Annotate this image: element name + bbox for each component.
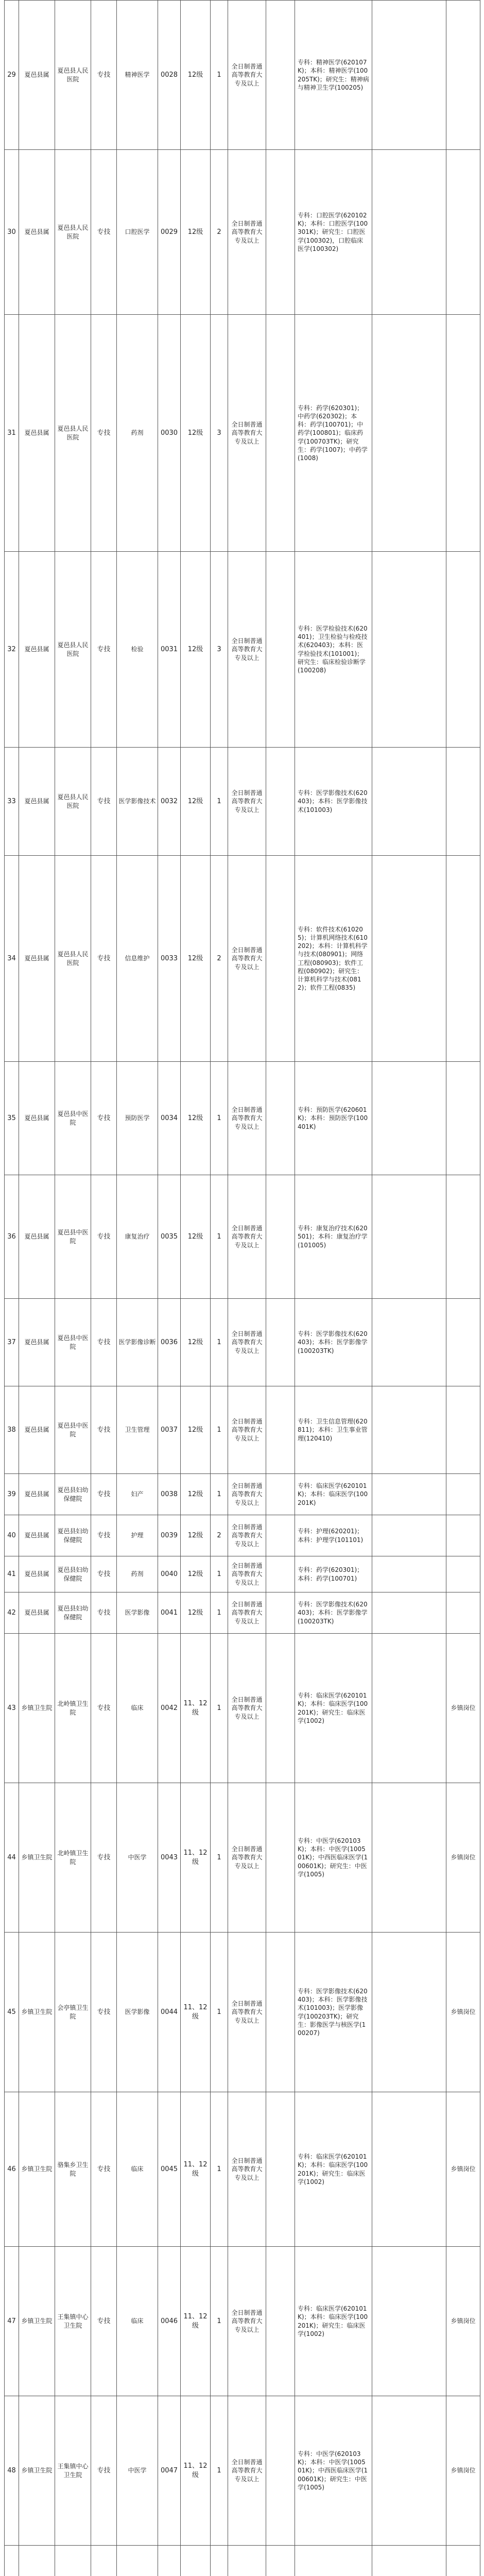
cell-edu: 全日制普通高等教育大专及以上 [228, 748, 266, 856]
cell-code: 0036 [158, 1299, 181, 1386]
cell-level: 11、12级 [181, 2396, 211, 2546]
cell-other [372, 1386, 446, 1474]
cell-req: 专科：临床医学(620101K)；本科：临床医学(100201K)；研究生：临床医学(1002) [295, 1634, 372, 1783]
cell-level: 12级 [181, 1474, 211, 1515]
cell-degree [266, 1, 295, 150]
cell-other [372, 1, 446, 150]
cell-type: 专技 [91, 1299, 117, 1386]
cell-note [446, 748, 480, 856]
cell-no: 37 [5, 1299, 19, 1386]
table-row [5, 1474, 480, 1515]
cell-edu: 全日制普通高等教育大专及以上 [228, 1386, 266, 1474]
cell-req [295, 2546, 372, 2576]
cell-post: 医学影像 [117, 1592, 158, 1634]
cell-code: 0031 [158, 552, 181, 748]
cell-degree [266, 856, 295, 1062]
cell-level: 11、12级 [181, 1634, 211, 1783]
cell-level: 12级 [181, 748, 211, 856]
cell-no: 42 [5, 1592, 19, 1634]
cell-count: 1 [211, 1634, 228, 1783]
cell-edu: 全日制普通高等教育大专及以上 [228, 2092, 266, 2247]
cell-no: 34 [5, 856, 19, 1062]
cell-count: 1 [211, 748, 228, 856]
cell-other [372, 748, 446, 856]
cell-other [372, 1474, 446, 1515]
cell-code: 0039 [158, 1515, 181, 1556]
cell-level: 12级 [181, 1515, 211, 1556]
cell-level: 12级 [181, 150, 211, 315]
table-row [5, 1386, 480, 1474]
cell-level: 12级 [181, 1592, 211, 1634]
cell-code: 0043 [158, 1783, 181, 1933]
cell-no: 39 [5, 1474, 19, 1515]
cell-dept: 王集镇中心卫生院 [55, 2396, 91, 2546]
cell-edu: 全日制普通高等教育大专及以上 [228, 1783, 266, 1933]
cell-no: 33 [5, 748, 19, 856]
cell-note: 乡镇岗位 [446, 2092, 480, 2247]
cell-edu: 全日制普通高等教育大专及以上 [228, 856, 266, 1062]
cell-type: 专技 [91, 1783, 117, 1933]
cell-req: 专科：临床医学(620101K)；本科：临床医学(100201K)；研究生：临床医学(1002) [295, 2247, 372, 2396]
recruitment-table [4, 0, 480, 2576]
cell-unit: 夏邑县属 [19, 1062, 55, 1175]
cell-post: 精神医学 [117, 1, 158, 150]
cell-other [372, 2247, 446, 2396]
cell-code: 0029 [158, 150, 181, 315]
cell-note [446, 1062, 480, 1175]
cell-type: 专技 [91, 1062, 117, 1175]
table-row [5, 1, 480, 150]
table-row [5, 856, 480, 1062]
cell-dept: 夏邑县人民医院 [55, 150, 91, 315]
cell-unit: 乡镇卫生院 [19, 1933, 55, 2092]
cell-level: 11、12级 [181, 2092, 211, 2247]
cell-degree [266, 1062, 295, 1175]
cell-unit: 夏邑县属 [19, 1515, 55, 1556]
cell-type: 专技 [91, 2092, 117, 2247]
cell-post: 检验 [117, 552, 158, 748]
cell-other [372, 1592, 446, 1634]
cell-type: 专技 [91, 150, 117, 315]
cell-edu: 全日制普通高等教育大专及以上 [228, 1474, 266, 1515]
cell-level: 11、12级 [181, 1783, 211, 1933]
cell-level: 12级 [181, 1, 211, 150]
cell-dept: 夏邑县中医院 [55, 1175, 91, 1299]
cell-dept: 夏邑县人民医院 [55, 1, 91, 150]
cell-type: 专技 [91, 1556, 117, 1592]
table-row [5, 1299, 480, 1386]
cell-level: 12级 [181, 1062, 211, 1175]
cell-note [446, 315, 480, 552]
cell-unit: 乡镇卫生院 [19, 1634, 55, 1783]
cell-level: 12级 [181, 1556, 211, 1592]
cell-req: 专科：药学(620301)；中药学(620302)；本科：药学(100701)；中药学(100801)；临床药学(100703TK)；研究生：药学(1007)；中药学(1008) [295, 315, 372, 552]
cell-degree [266, 150, 295, 315]
cell-level: 12级 [181, 1299, 211, 1386]
cell-dept: 夏邑县中医院 [55, 1386, 91, 1474]
table-row [5, 2247, 480, 2396]
cell-edu: 全日制普通高等教育大专及以上 [228, 1175, 266, 1299]
cell-degree [266, 1386, 295, 1474]
cell-no: 45 [5, 1933, 19, 2092]
cell-note [446, 1, 480, 150]
cell-degree [266, 2092, 295, 2247]
cell-other [372, 856, 446, 1062]
table-row [5, 1062, 480, 1175]
cell-post: 康复治疗 [117, 1175, 158, 1299]
cell-code: 0037 [158, 1386, 181, 1474]
cell-count: 1 [211, 1556, 228, 1592]
cell-other [372, 2396, 446, 2546]
cell-edu: 全日制普通高等教育大专及以上 [228, 150, 266, 315]
cell-unit: 夏邑县属 [19, 1175, 55, 1299]
cell-dept: 夏邑县中医院 [55, 1062, 91, 1175]
cell-other [372, 1299, 446, 1386]
cell-no: 44 [5, 1783, 19, 1933]
cell-count: 1 [211, 1386, 228, 1474]
table-row [5, 1783, 480, 1933]
cell-no: 47 [5, 2247, 19, 2396]
cell-dept: 夏邑县妇幼保健院 [55, 1515, 91, 1556]
cell-count: 1 [211, 1474, 228, 1515]
cell-other [372, 315, 446, 552]
cell-other [372, 1783, 446, 1933]
cell-other [372, 150, 446, 315]
cell-code: 0040 [158, 1556, 181, 1592]
cell-edu: 全日制普通高等教育大专及以上 [228, 1634, 266, 1783]
cell-unit: 夏邑县属 [19, 150, 55, 315]
cell-level: 11、12级 [181, 1933, 211, 2092]
cell-req: 专科：临床医学(620101K)；本科：临床医学(100201K) [295, 1474, 372, 1515]
cell-dept: 夏邑县妇幼保健院 [55, 1556, 91, 1592]
cell-unit: 夏邑县属 [19, 315, 55, 552]
cell-other [372, 1634, 446, 1783]
cell-dept [55, 2546, 91, 2576]
cell-degree [266, 748, 295, 856]
cell-no: 36 [5, 1175, 19, 1299]
cell-level: 12级 [181, 552, 211, 748]
cell-other [372, 2546, 446, 2576]
cell-dept: 北岭镇卫生院 [55, 1634, 91, 1783]
cell-dept: 北岭镇卫生院 [55, 1783, 91, 1933]
cell-post: 医学影像技术 [117, 748, 158, 856]
cell-count: 2 [211, 856, 228, 1062]
cell-type: 专技 [91, 1634, 117, 1783]
cell-degree [266, 1556, 295, 1592]
cell-note [446, 856, 480, 1062]
cell-req: 专科：中医学(620103K)；本科：中医学(100501K)；中西医临床医学(100601K)；研究生：中医学(1005) [295, 1783, 372, 1933]
cell-post: 预防医学 [117, 1062, 158, 1175]
cell-no: 31 [5, 315, 19, 552]
cell-unit: 乡镇卫生院 [19, 2092, 55, 2247]
cell-unit: 乡镇卫生院 [19, 2396, 55, 2546]
cell-post [117, 2546, 158, 2576]
cell-req: 专科：药学(620301)；本科：药学(100701) [295, 1556, 372, 1592]
cell-other [372, 1175, 446, 1299]
cell-code: 0028 [158, 1, 181, 150]
cell-note [446, 1175, 480, 1299]
cell-edu: 全日制普通高等教育大专及以上 [228, 1515, 266, 1556]
cell-degree [266, 1634, 295, 1783]
cell-no: 40 [5, 1515, 19, 1556]
cell-dept: 夏邑县妇幼保健院 [55, 1592, 91, 1634]
cell-degree [266, 1299, 295, 1386]
cell-level: 11、12级 [181, 2247, 211, 2396]
cell-code: 0030 [158, 315, 181, 552]
cell-type: 专技 [91, 1386, 117, 1474]
cell-req: 专科：软件技术(610205)；计算机网络技术(610202)；本科：计算机科学与技术(080901)；网络工程(080903)；软件工程(080902)；研究生：计算机科学与技术(0812)；软件工程(0835) [295, 856, 372, 1062]
cell-level: 12级 [181, 1386, 211, 1474]
cell-req: 专科：卫生信息管理(620811)；本科：卫生事业管理(120410) [295, 1386, 372, 1474]
cell-count: 1 [211, 1592, 228, 1634]
cell-unit: 夏邑县属 [19, 1474, 55, 1515]
cell-post: 药剂 [117, 1556, 158, 1592]
cell-code [158, 2546, 181, 2576]
cell-no: 30 [5, 150, 19, 315]
cell-note [446, 552, 480, 748]
cell-note: 乡镇岗位 [446, 1634, 480, 1783]
cell-count: 1 [211, 2247, 228, 2396]
cell-type: 专技 [91, 856, 117, 1062]
cell-edu: 全日制普通高等教育大专及以上 [228, 1592, 266, 1634]
cell-unit: 夏邑县属 [19, 1386, 55, 1474]
cell-note [446, 1592, 480, 1634]
cell-count: 1 [211, 1299, 228, 1386]
table-row [5, 748, 480, 856]
cell-unit: 夏邑县属 [19, 1556, 55, 1592]
cell-count: 1 [211, 1175, 228, 1299]
cell-note [446, 1474, 480, 1515]
cell-level [181, 2546, 211, 2576]
table-row [5, 1175, 480, 1299]
cell-edu: 全日制普通高等教育大专及以上 [228, 2396, 266, 2546]
cell-note [446, 1386, 480, 1474]
cell-req: 专科：医学影像技术(620403)；本科：医学影像学(100203TK) [295, 1592, 372, 1634]
cell-degree [266, 1783, 295, 1933]
cell-other [372, 1515, 446, 1556]
cell-type: 专技 [91, 1474, 117, 1515]
cell-edu: 全日制普通高等教育大专及以上 [228, 1299, 266, 1386]
table-row [5, 150, 480, 315]
table-row [5, 2396, 480, 2546]
cell-degree [266, 1175, 295, 1299]
cell-edu: 全日制普通高等教育大专及以上 [228, 315, 266, 552]
cell-no: 48 [5, 2396, 19, 2546]
cell-unit: 夏邑县属 [19, 552, 55, 748]
cell-other [372, 2092, 446, 2247]
cell-type: 专技 [91, 1592, 117, 1634]
cell-count [211, 2546, 228, 2576]
cell-req: 专科：医学影像技术(620403)；本科：医学影像技术(101003)；医学影像学(100203TK)；研究生：影像医学与核医学(100207) [295, 1933, 372, 2092]
cell-note [446, 150, 480, 315]
cell-post: 临床 [117, 2247, 158, 2396]
table-row [5, 2092, 480, 2247]
cell-post: 医学影像 [117, 1933, 158, 2092]
cell-post: 中医学 [117, 1783, 158, 1933]
cell-degree [266, 2247, 295, 2396]
cell-no: 43 [5, 1634, 19, 1783]
cell-level: 12级 [181, 315, 211, 552]
cell-edu: 全日制普通高等教育大专及以上 [228, 1933, 266, 2092]
cell-no: 41 [5, 1556, 19, 1592]
cell-level: 12级 [181, 856, 211, 1062]
cell-edu: 全日制普通高等教育大专及以上 [228, 1556, 266, 1592]
cell-type: 专技 [91, 552, 117, 748]
cell-code: 0042 [158, 1634, 181, 1783]
cell-count: 2 [211, 1515, 228, 1556]
cell-type: 专技 [91, 2396, 117, 2546]
cell-degree [266, 1592, 295, 1634]
cell-req: 专科：口腔医学(620102K)；本科：口腔医学(100301K)；研究生：口腔医学(100302)，口腔临床医学(100302) [295, 150, 372, 315]
table-row [5, 2546, 480, 2576]
table-row [5, 315, 480, 552]
cell-count: 1 [211, 2396, 228, 2546]
cell-other [372, 1933, 446, 2092]
cell-note: 乡镇岗位 [446, 1783, 480, 1933]
cell-type: 专技 [91, 1933, 117, 2092]
cell-note [446, 1556, 480, 1592]
cell-code: 0034 [158, 1062, 181, 1175]
cell-req: 专科：预防医学(620601K)；本科：预防医学(100401K) [295, 1062, 372, 1175]
cell-count: 1 [211, 1933, 228, 2092]
cell-degree [266, 1933, 295, 2092]
cell-type: 专技 [91, 1515, 117, 1556]
cell-req: 专科：医学检验技术(620401)；卫生检验与检疫技术(620403)；本科：医学检验技术(101001)；研究生：临床检验诊断学(100208) [295, 552, 372, 748]
cell-no [5, 2546, 19, 2576]
cell-req: 专科：护理(620201)；本科：护理学(101101) [295, 1515, 372, 1556]
cell-other [372, 1556, 446, 1592]
cell-code: 0032 [158, 748, 181, 856]
cell-count: 2 [211, 150, 228, 315]
cell-code: 0045 [158, 2092, 181, 2247]
cell-unit: 夏邑县属 [19, 856, 55, 1062]
cell-count: 1 [211, 2092, 228, 2247]
cell-unit: 夏邑县属 [19, 1299, 55, 1386]
cell-post: 医学影像诊断 [117, 1299, 158, 1386]
cell-edu: 全日制普通高等教育大专及以上 [228, 552, 266, 748]
cell-degree [266, 2546, 295, 2576]
cell-note [446, 2546, 480, 2576]
cell-unit: 夏邑县属 [19, 748, 55, 856]
table-row [5, 552, 480, 748]
cell-code: 0046 [158, 2247, 181, 2396]
cell-unit: 夏邑县属 [19, 1, 55, 150]
cell-req: 专科：医学影像技术(620403)；本科：医学影像技术(101003) [295, 748, 372, 856]
cell-post: 临床 [117, 1634, 158, 1783]
cell-post: 妇产 [117, 1474, 158, 1515]
cell-type: 专技 [91, 1175, 117, 1299]
cell-unit: 乡镇卫生院 [19, 2247, 55, 2396]
cell-note [446, 1515, 480, 1556]
cell-dept: 骆集乡卫生院 [55, 2092, 91, 2247]
cell-no: 32 [5, 552, 19, 748]
cell-post: 药剂 [117, 315, 158, 552]
cell-dept: 夏邑县人民医院 [55, 748, 91, 856]
table-row [5, 1592, 480, 1634]
cell-degree [266, 1515, 295, 1556]
cell-type: 专技 [91, 1, 117, 150]
cell-edu: 全日制普通高等教育大专及以上 [228, 2247, 266, 2396]
cell-req: 专科：中医学(620103K)；本科：中医学(100501K)；中西医临床医学(100601K)；研究生：中医学(1005) [295, 2396, 372, 2546]
cell-no: 29 [5, 1, 19, 150]
cell-other [372, 552, 446, 748]
cell-degree [266, 2396, 295, 2546]
cell-other [372, 1062, 446, 1175]
cell-dept: 王集镇中心卫生院 [55, 2247, 91, 2396]
cell-note: 乡镇岗位 [446, 1933, 480, 2092]
cell-no: 35 [5, 1062, 19, 1175]
cell-no: 46 [5, 2092, 19, 2247]
cell-code: 0047 [158, 2396, 181, 2546]
cell-degree [266, 315, 295, 552]
cell-unit [19, 2546, 55, 2576]
cell-post: 口腔医学 [117, 150, 158, 315]
cell-degree [266, 552, 295, 748]
cell-post: 中医学 [117, 2396, 158, 2546]
cell-edu: 全日制普通高等教育大专及以上 [228, 1062, 266, 1175]
cell-level: 12级 [181, 1175, 211, 1299]
cell-unit: 夏邑县属 [19, 1592, 55, 1634]
cell-dept: 夏邑县妇幼保健院 [55, 1474, 91, 1515]
cell-req: 专科：临床医学(620101K)；本科：临床医学(100201K)；研究生：临床医学(1002) [295, 2092, 372, 2247]
cell-degree [266, 1474, 295, 1515]
cell-note [446, 1299, 480, 1386]
cell-count: 1 [211, 1062, 228, 1175]
cell-note: 乡镇岗位 [446, 2396, 480, 2546]
cell-count: 1 [211, 1, 228, 150]
cell-code: 0041 [158, 1592, 181, 1634]
cell-count: 3 [211, 552, 228, 748]
cell-req: 专科：康复治疗技术(620501)；本科：康复治疗学(101005) [295, 1175, 372, 1299]
table-row [5, 1556, 480, 1592]
cell-dept: 夏邑县中医院 [55, 1299, 91, 1386]
cell-dept: 会亭镇卫生院 [55, 1933, 91, 2092]
cell-no: 38 [5, 1386, 19, 1474]
cell-type: 专技 [91, 2247, 117, 2396]
cell-edu [228, 2546, 266, 2576]
cell-code: 0033 [158, 856, 181, 1062]
cell-post: 信息维护 [117, 856, 158, 1062]
cell-dept: 夏邑县人民医院 [55, 315, 91, 552]
cell-note: 乡镇岗位 [446, 2247, 480, 2396]
cell-post: 护理 [117, 1515, 158, 1556]
cell-type: 专技 [91, 315, 117, 552]
table-row [5, 1634, 480, 1783]
cell-dept: 夏邑县人民医院 [55, 552, 91, 748]
cell-type [91, 2546, 117, 2576]
table-row [5, 1515, 480, 1556]
table-row [5, 1933, 480, 2092]
cell-post: 卫生管理 [117, 1386, 158, 1474]
cell-type: 专技 [91, 748, 117, 856]
cell-code: 0035 [158, 1175, 181, 1299]
cell-code: 0038 [158, 1474, 181, 1515]
cell-count: 3 [211, 315, 228, 552]
cell-edu: 全日制普通高等教育大专及以上 [228, 1, 266, 150]
cell-dept: 夏邑县人民医院 [55, 856, 91, 1062]
cell-unit: 乡镇卫生院 [19, 1783, 55, 1933]
cell-post: 临床 [117, 2092, 158, 2247]
cell-code: 0044 [158, 1933, 181, 2092]
cell-req: 专科：医学影像技术(620403)；本科：医学影像学(100203TK) [295, 1299, 372, 1386]
cell-count: 1 [211, 1783, 228, 1933]
cell-req: 专科：精神医学(620107K)；本科：精神医学(100205TK)；研究生：精神病与精神卫生学(100205) [295, 1, 372, 150]
